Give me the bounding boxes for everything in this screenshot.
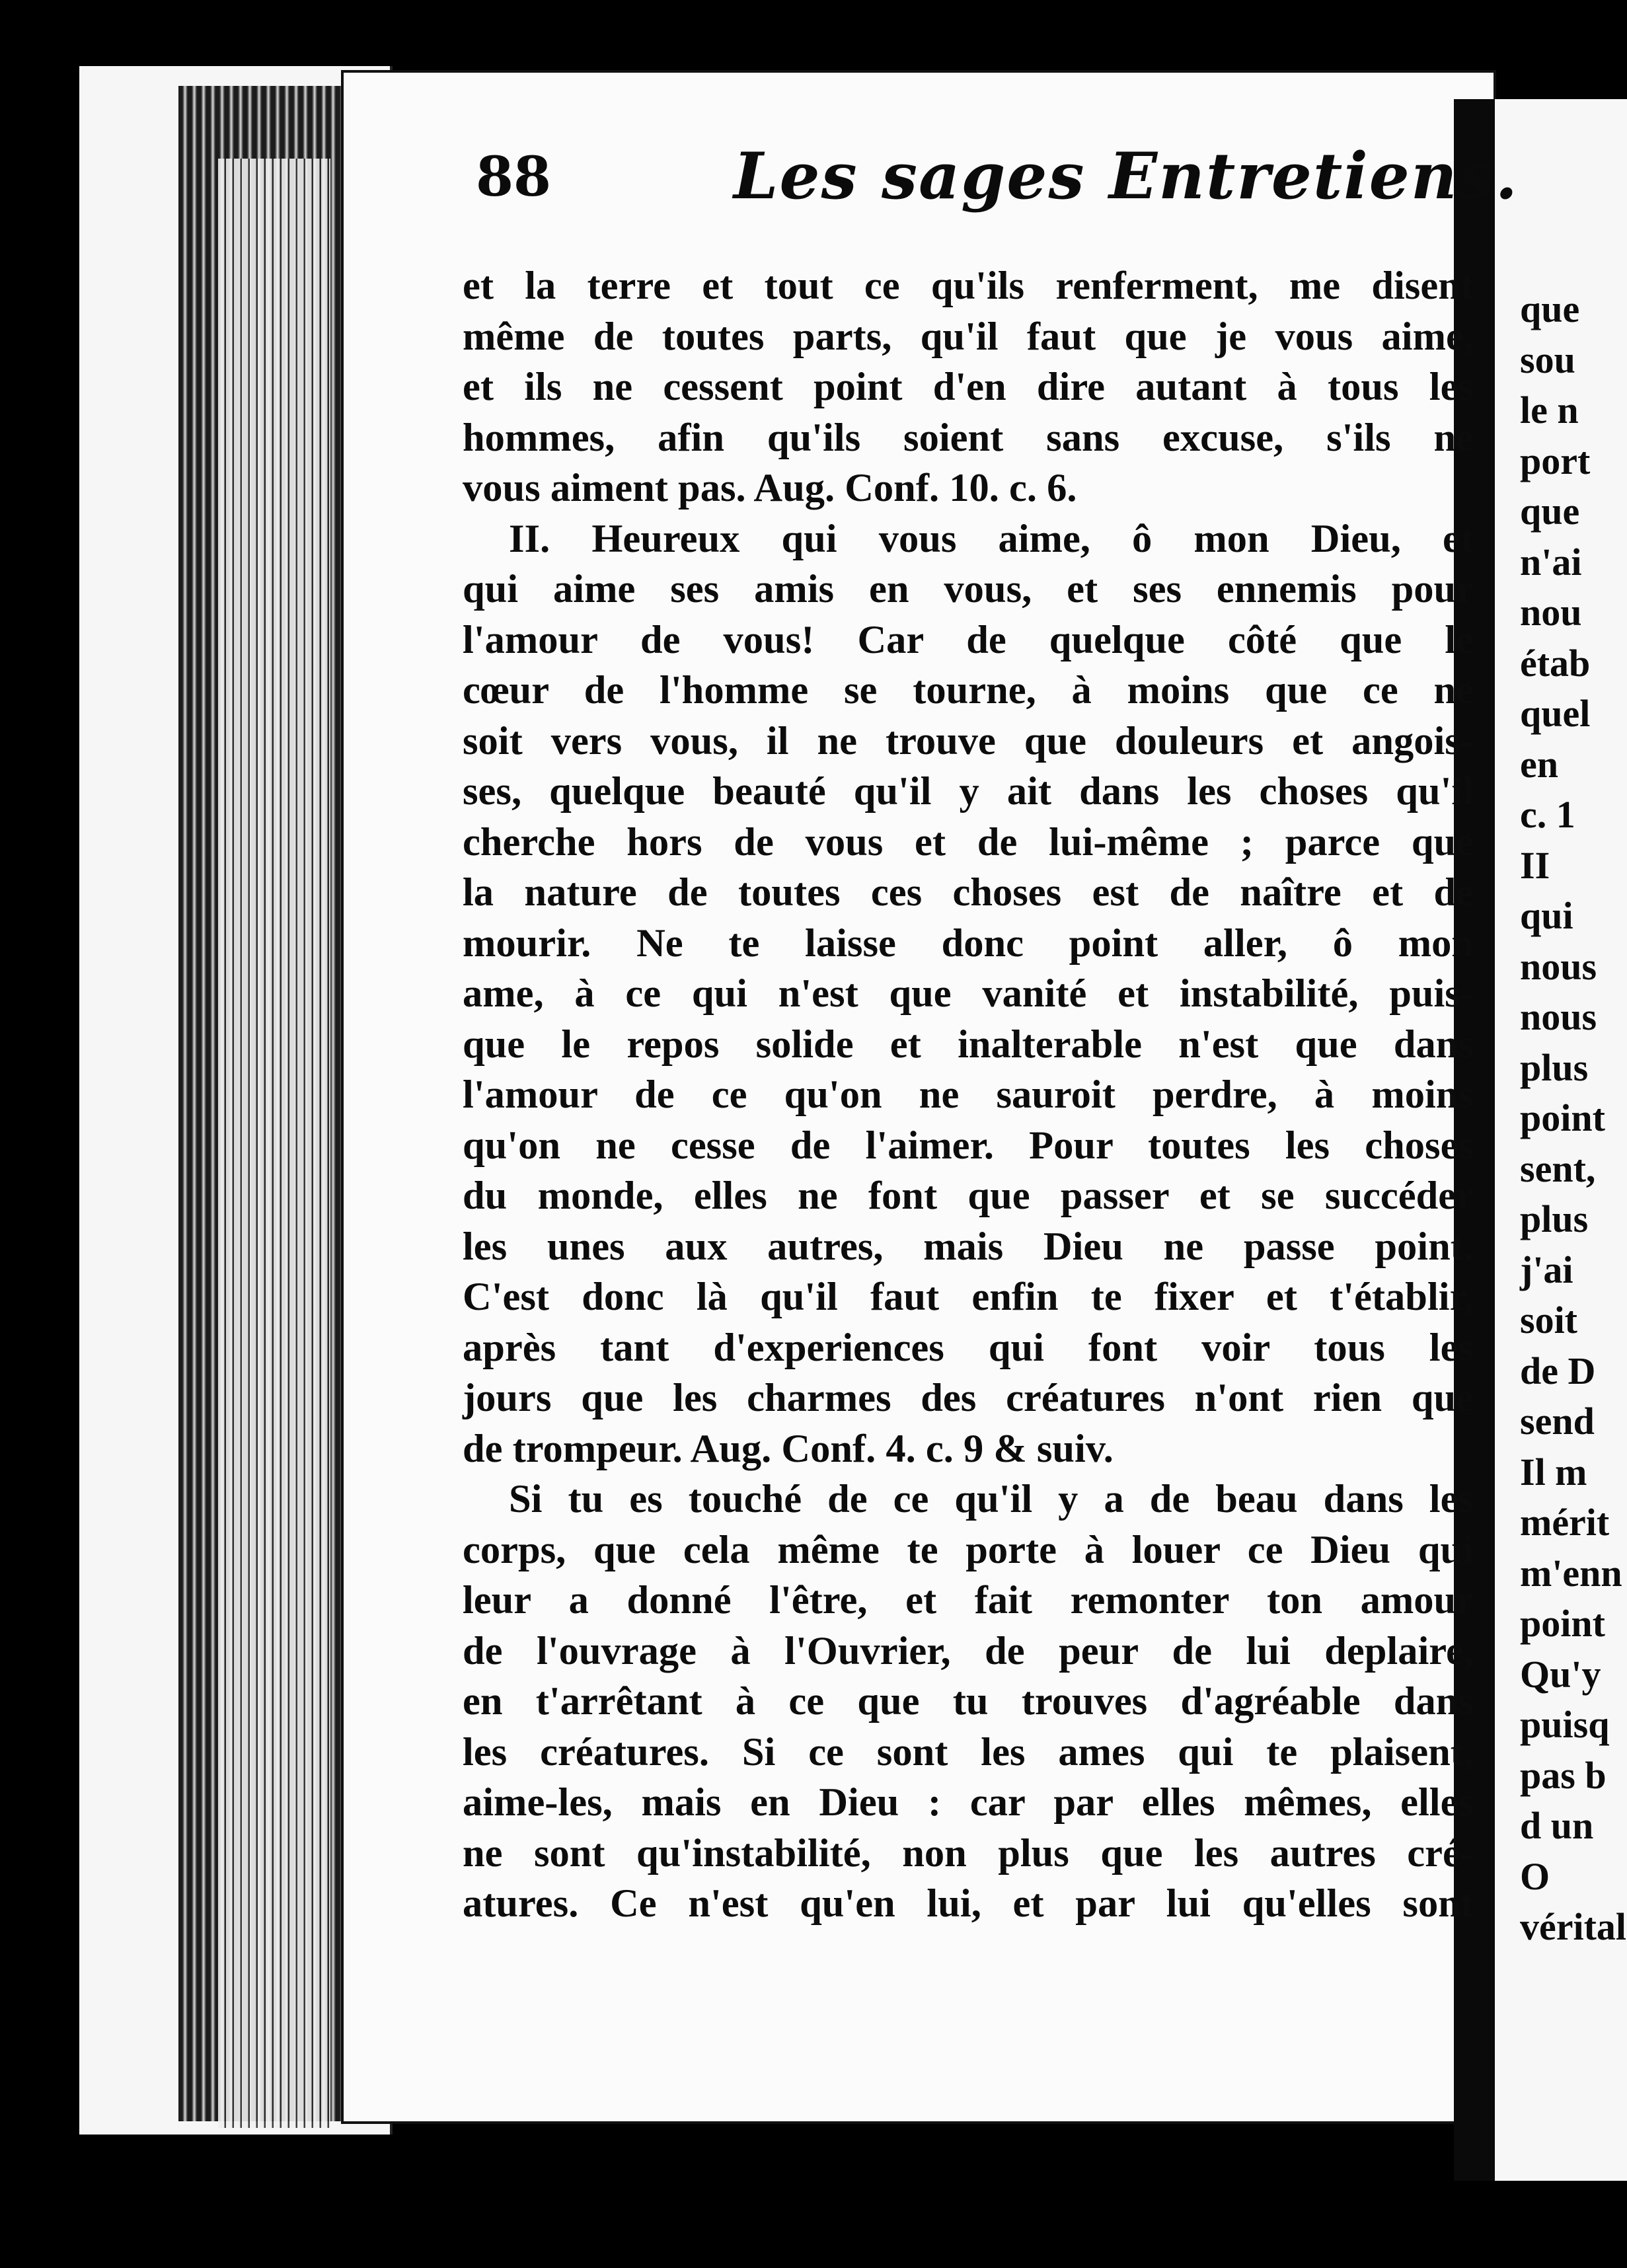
text-line: Si tu es touché de ce qu'il y a de beau dans les xyxy=(509,1477,1474,1521)
facing-text-fragment: d un xyxy=(1520,1804,1594,1847)
facing-text-fragment: soit xyxy=(1520,1299,1577,1342)
facing-text-fragment: pas b xyxy=(1520,1753,1607,1797)
text-line: ne sont qu'instabilité, non plus que les autres cré- xyxy=(463,1831,1474,1875)
facing-text-fragment: j'ai xyxy=(1520,1248,1573,1291)
text-line: et ils ne cessent point d'en dire autant à tous les xyxy=(463,365,1474,409)
facing-text-fragment: en xyxy=(1520,742,1558,786)
scan-background xyxy=(0,0,1627,66)
text-line: après tant d'experiences qui font voir tous les xyxy=(463,1325,1474,1370)
facing-text-fragment: mérit xyxy=(1520,1501,1610,1544)
text-line: II. Heureux qui vous aime, ô mon Dieu, et xyxy=(509,516,1474,561)
facing-text-fragment: que xyxy=(1520,287,1580,330)
facing-text-fragment: puisq xyxy=(1520,1703,1610,1746)
text-line: et la terre et tout ce qu'ils renferment, me disent xyxy=(463,264,1474,308)
text-line: l'amour de vous! Car de quelque côté que le xyxy=(463,617,1474,662)
text-line: jours que les charmes des créatures n'ont rien que xyxy=(463,1376,1474,1420)
facing-text-fragment: Qu'y xyxy=(1520,1652,1601,1696)
text-line: en t'arrêtant à ce que tu trouves d'agréable dans xyxy=(463,1679,1474,1723)
facing-text-fragment: II xyxy=(1520,843,1550,887)
facing-page-text xyxy=(1520,284,1627,1953)
facing-text-fragment: n'ai xyxy=(1520,540,1582,584)
text-line: cherche hors de vous et de lui-même ; parce que xyxy=(463,819,1474,864)
facing-text-fragment: port xyxy=(1520,439,1591,482)
facing-text-fragment: quel xyxy=(1520,692,1591,735)
text-line: que le repos solide et inalterable n'est que dans xyxy=(463,1022,1474,1067)
facing-text-fragment: de D xyxy=(1520,1349,1596,1392)
facing-text-fragment: nous xyxy=(1520,944,1597,988)
facing-text-fragment: c. 1 xyxy=(1520,793,1575,836)
facing-text-fragment: send xyxy=(1520,1400,1595,1443)
text-line: cœur de l'homme se tourne, à moins que ce ne xyxy=(463,668,1474,712)
text-line: ame, à ce qui n'est que vanité et instabilité, puis- xyxy=(463,971,1474,1016)
text-line: l'amour de ce qu'on ne sauroit perdre, à moins xyxy=(463,1073,1474,1117)
text-line: atures. Ce n'est qu'en lui, et par lui qu'elles sont xyxy=(463,1881,1474,1926)
facing-text-fragment: point xyxy=(1520,1602,1605,1645)
page-edge-highlights xyxy=(218,159,330,2128)
facing-text-fragment: nou xyxy=(1520,591,1582,634)
text-line: hommes, afin qu'ils soient sans excuse, s'ils ne xyxy=(463,415,1474,460)
facing-text-fragment: plus xyxy=(1520,1197,1589,1240)
facing-text-fragment: Il m xyxy=(1520,1450,1587,1493)
page-number: 88 xyxy=(476,145,552,209)
running-title: Les sages Entretiens. xyxy=(734,139,1519,213)
text-line: C'est donc là qu'il faut enfin te fixer et t'établir, xyxy=(463,1275,1474,1319)
body-text xyxy=(463,261,1474,1930)
text-line: ses, quelque beauté qu'il y ait dans les choses qu'il xyxy=(463,769,1474,813)
text-line: mourir. Ne te laisse donc point aller, ô mon xyxy=(463,921,1474,965)
facing-text-fragment: vérital xyxy=(1520,1905,1627,1948)
facing-text-fragment: que xyxy=(1520,490,1580,533)
text-line: même de toutes parts, qu'il faut que je vous aime, xyxy=(463,314,1474,359)
text-line: corps, que cela même te porte à louer ce Dieu qui xyxy=(463,1527,1474,1572)
text-line: qu'on ne cesse de l'aimer. Pour toutes les choses xyxy=(463,1123,1474,1168)
facing-text-fragment: qui xyxy=(1520,894,1573,937)
text-line: qui aime ses amis en vous, et ses ennemis pour xyxy=(463,567,1474,611)
text-line: de l'ouvrage à l'Ouvrier, de peur de lui deplaire, xyxy=(463,1628,1474,1673)
facing-text-fragment: nous xyxy=(1520,995,1597,1038)
facing-text-fragment: sent, xyxy=(1520,1147,1596,1190)
facing-text-fragment: O xyxy=(1520,1854,1550,1898)
facing-text-fragment: sou xyxy=(1520,338,1575,381)
text-line: les unes aux autres, mais Dieu ne passe point. xyxy=(463,1224,1474,1269)
text-line: les créatures. Si ce sont les ames qui te plaisent, xyxy=(463,1729,1474,1774)
text-line: leur a donné l'être, et fait remonter ton amour xyxy=(463,1578,1474,1622)
text-line: aime-les, mais en Dieu : car par elles mêmes, elles xyxy=(463,1780,1474,1825)
facing-text-fragment: le n xyxy=(1520,389,1579,432)
facing-text-fragment: m'enn xyxy=(1520,1551,1622,1595)
text-line: de trompeur. Aug. Conf. 4. c. 9 & suiv. xyxy=(463,1426,1114,1471)
facing-text-fragment: étab xyxy=(1520,641,1591,685)
text-line: vous aiment pas. Aug. Conf. 10. c. 6. xyxy=(463,466,1077,510)
facing-text-fragment: plus xyxy=(1520,1045,1589,1089)
facing-text-fragment: point xyxy=(1520,1096,1605,1139)
page-header xyxy=(476,139,1519,245)
text-line: la nature de toutes ces choses est de naître et de xyxy=(463,870,1474,915)
text-line: soit vers vous, il ne trouve que douleurs et angois- xyxy=(463,718,1474,763)
text-line: du monde, elles ne font que passer et se succéder xyxy=(463,1174,1474,1218)
